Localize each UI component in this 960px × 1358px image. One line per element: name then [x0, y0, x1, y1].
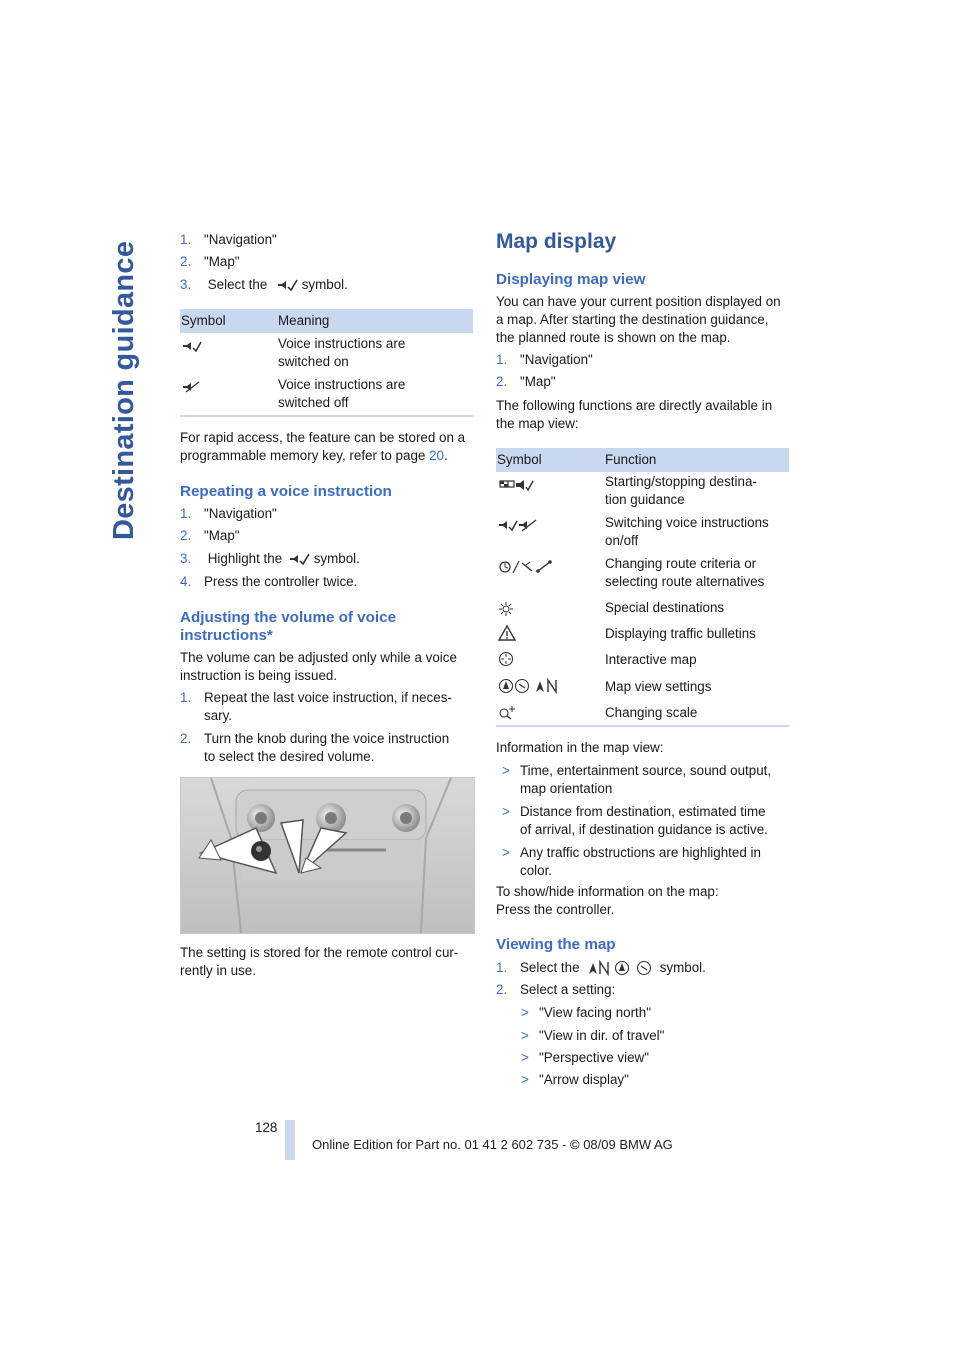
heading-line: instructions*: [180, 627, 273, 644]
step-number: 1.: [496, 352, 508, 367]
step-number: 2.: [180, 731, 192, 746]
paragraph-line: The following functions are directly available in: [496, 398, 773, 413]
step-text: "Map": [204, 528, 240, 543]
step-number: 2.: [496, 374, 508, 389]
viewing-map-heading: Viewing the map: [496, 936, 616, 953]
paragraph-line: The volume can be adjusted only while a voice: [180, 650, 457, 665]
paragraph-line: The setting is stored for the remote control cur-: [180, 945, 459, 960]
cell-line: switched on: [278, 354, 349, 369]
show-hide-paragraph: [496, 883, 796, 919]
paragraph-line: rently in use.: [180, 963, 256, 978]
step-number: 3.: [180, 277, 192, 292]
setting-option: "View in dir. of travel": [539, 1028, 665, 1043]
step-text: "Navigation": [520, 352, 593, 367]
bullet-marker: >: [521, 1005, 529, 1020]
edition-footer: Online Edition for Part no. 01 41 2 602 735 - © 08/09 BMW AG: [312, 1137, 673, 1152]
special-destinations-icon: [498, 601, 514, 617]
cell-line: Voice instructions are: [278, 377, 406, 392]
paragraph-line: You can have your current position displayed on: [496, 294, 781, 309]
voice-on-icon: [288, 552, 310, 566]
table-header: [496, 448, 789, 472]
page-reference-link[interactable]: 20: [429, 448, 444, 463]
start-stop-guidance-icon: [498, 477, 534, 493]
paragraph-line: the map view:: [496, 416, 579, 431]
info-heading: Information in the map view:: [496, 740, 664, 755]
volume-heading: [180, 609, 396, 645]
step-text-pre: Select the: [520, 960, 584, 975]
route-criteria-icon: [498, 559, 554, 575]
setting-option: "View facing north": [539, 1005, 651, 1020]
cell-line: selecting route alternatives: [605, 574, 765, 589]
voice-toggle-icon: [498, 518, 538, 534]
bullet-marker: >: [502, 763, 510, 778]
step-text-pre: Select the: [204, 277, 271, 292]
repeat-heading: Repeating a voice instruction: [180, 483, 392, 500]
paragraph-punct: .: [443, 448, 448, 463]
stored-paragraph: [180, 944, 480, 980]
cell-line: switched off: [278, 395, 349, 410]
bullet-marker: >: [521, 1028, 529, 1043]
map-orientation-icon: [588, 960, 656, 976]
table-header: [180, 309, 473, 333]
side-title-text: Destination guidance: [108, 240, 140, 540]
step-number: 1.: [180, 690, 192, 705]
table-bottom-rule: [496, 725, 789, 727]
bullet-line: map orientation: [520, 781, 613, 796]
step-line: Turn the knob during the voice instruction: [204, 731, 450, 746]
rapid-access-paragraph: [180, 429, 480, 465]
map-display-heading: Map display: [496, 230, 617, 253]
cell-line: Displaying traffic bulletins: [605, 626, 756, 641]
paragraph-line: To show/hide information on the map:: [496, 884, 719, 899]
displaying-map-heading: Displaying map view: [496, 271, 646, 288]
setting-option: "Arrow display": [539, 1072, 629, 1087]
map-view-settings-icon: [498, 678, 560, 694]
step-text-post: symbol.: [298, 277, 348, 292]
paragraph-line: a map. After starting the destination guidance,: [496, 312, 769, 327]
step-text-post: symbol.: [310, 551, 360, 566]
step-number: 1.: [180, 506, 192, 521]
bullet-line: of arrival, if destination guidance is active.: [520, 822, 768, 837]
cell-line: Interactive map: [605, 652, 697, 667]
cell-line: Changing route criteria or: [605, 556, 757, 571]
step-number: 1.: [496, 960, 508, 975]
voice-on-icon: [276, 278, 298, 292]
voice-on-icon: [182, 339, 202, 353]
column-header: Meaning: [278, 313, 330, 328]
step-number: 1.: [180, 232, 192, 247]
step-number: 4.: [180, 574, 192, 589]
bullet-line: color.: [520, 863, 553, 878]
step-line: to select the desired volume.: [204, 749, 375, 764]
knob-photo-icon: [181, 778, 474, 933]
section-side-title: [108, 230, 148, 540]
voice-off-icon: [182, 380, 202, 394]
column-header: Function: [605, 452, 657, 467]
column-header: Symbol: [181, 313, 226, 328]
functions-paragraph: [496, 397, 796, 433]
step-text: Press the controller twice.: [204, 574, 358, 589]
paragraph-line: Press the controller.: [496, 902, 615, 917]
bullet-marker: >: [502, 845, 510, 860]
step-text: Select a setting:: [520, 982, 616, 997]
bullet-marker: >: [521, 1050, 529, 1065]
step-text: "Navigation": [204, 232, 277, 247]
cell-line: Switching voice instructions: [605, 515, 769, 530]
volume-paragraph: [180, 649, 480, 685]
bullet-marker: >: [502, 804, 510, 819]
bullet-line: Time, entertainment source, sound output,: [520, 763, 772, 778]
interactive-map-icon: [498, 651, 514, 667]
scale-icon: [498, 704, 516, 720]
heading-line: Adjusting the volume of voice: [180, 609, 397, 626]
footer-accent-bar: [285, 1120, 295, 1160]
cell-line: Starting/stopping destina-: [605, 474, 757, 489]
bullet-line: Distance from destination, estimated time: [520, 804, 766, 819]
traffic-bulletin-icon: [498, 625, 516, 641]
cell-line: Changing scale: [605, 705, 698, 720]
setting-option: "Perspective view": [539, 1050, 649, 1065]
cell-line: tion guidance: [605, 492, 685, 507]
page-number: 128: [255, 1120, 278, 1135]
cell-line: Voice instructions are: [278, 336, 406, 351]
cell-line: Special destinations: [605, 600, 725, 615]
controller-knob-illustration: [180, 777, 475, 934]
bullet-marker: >: [521, 1072, 529, 1087]
step-number: 3.: [180, 551, 192, 566]
step-text-pre: Highlight the: [204, 551, 286, 566]
step-line: sary.: [204, 708, 233, 723]
cell-line: Map view settings: [605, 679, 712, 694]
step-number: 2.: [496, 982, 508, 997]
paragraph-line: instruction is being issued.: [180, 668, 338, 683]
step-text: "Map": [520, 374, 556, 389]
paragraph-line: programmable memory key, refer to page: [180, 448, 430, 463]
step-text-post: symbol.: [656, 960, 706, 975]
step-text: "Navigation": [204, 506, 277, 521]
display-paragraph: [496, 293, 796, 347]
cell-line: on/off: [605, 533, 639, 548]
step-text: "Map": [204, 254, 240, 269]
bullet-line: Any traffic obstructions are highlighted in: [520, 845, 761, 860]
table-bottom-rule: [180, 415, 473, 417]
step-line: Repeat the last voice instruction, if neces-: [204, 690, 452, 705]
column-header: Symbol: [497, 452, 542, 467]
step-number: 2.: [180, 528, 192, 543]
paragraph-line: For rapid access, the feature can be stored on a: [180, 430, 466, 445]
paragraph-line: the planned route is shown on the map.: [496, 330, 731, 345]
step-number: 2.: [180, 254, 192, 269]
